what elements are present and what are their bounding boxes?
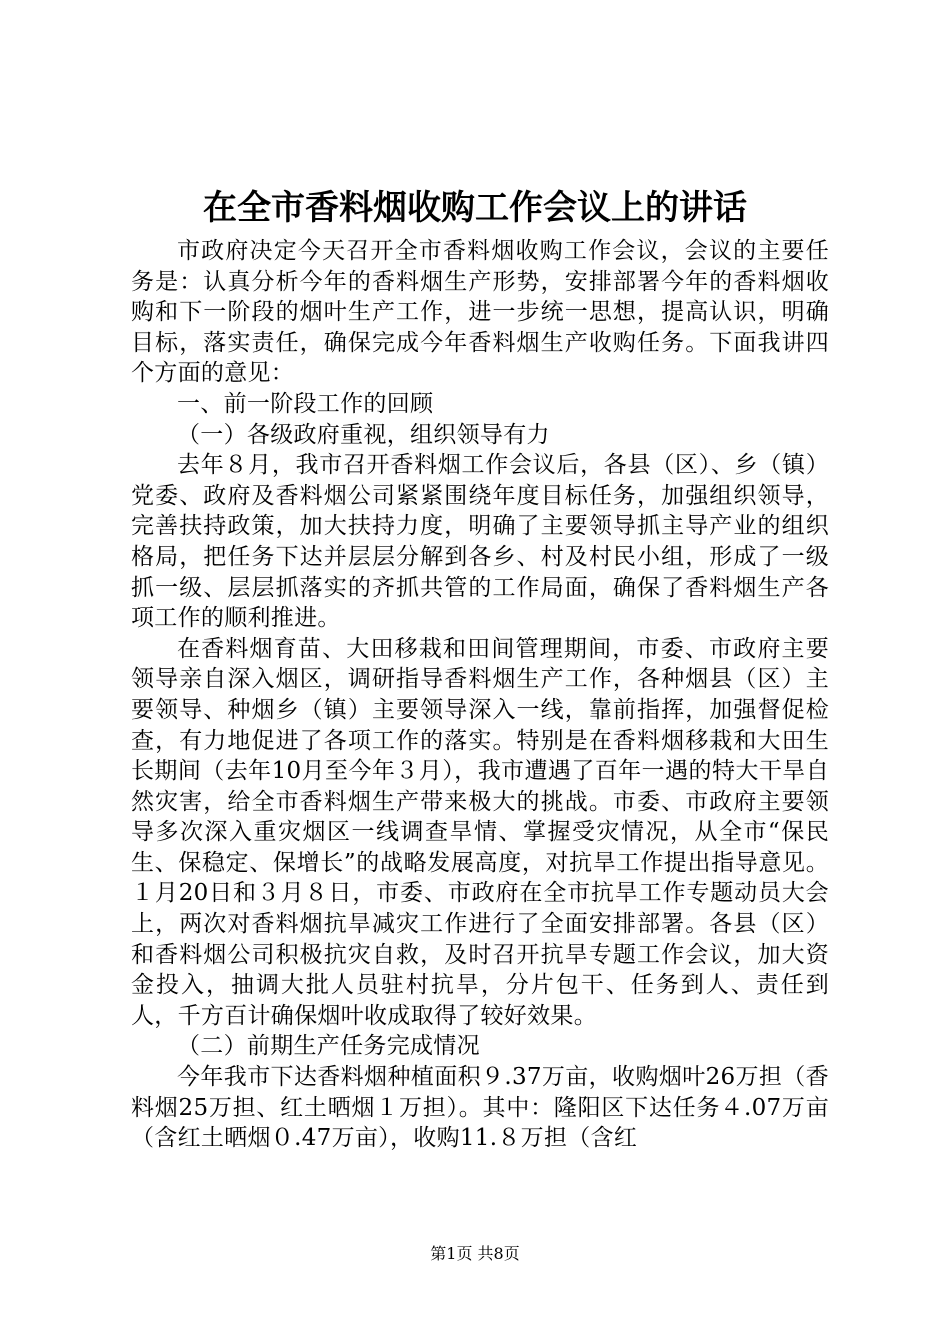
page-footer: 第1页 共8页: [430, 1244, 520, 1263]
paragraph-intro: 市政府决定今天召开全市香料烟收购工作会议，会议的主要任务是：认真分析今年的香料烟生产形势，安排部署今年的香料烟收购和下一阶段的烟叶生产工作，进一步统一思想，提高认识，明确目标，落实责任，确保完成今年香料烟生产收购任务。下面我讲四个方面的意见：: [131, 238, 829, 387]
document-body: [131, 236, 829, 1154]
subsection-heading-leadership: （一）各级政府重视，组织领导有力: [177, 421, 550, 448]
paragraph-leadership: 去年８月，我市召开香料烟工作会议后，各县（区）、乡（镇）党委、政府及香料烟公司紧紧围绕年度目标任务，加强组织领导，完善扶持政策，加大扶持力度，明确了主要领导抓主导产业的组织格局，把任务下达并层层分解到各乡、村及村民小组，形成了一级抓一级、层层抓落实的齐抓共管的工作局面，确保了香料烟生产各项工作的顺利推进。: [131, 452, 829, 632]
section-heading-review: 一、前一阶段工作的回顾: [177, 390, 434, 417]
paragraph-drought: 在香料烟育苗、大田移栽和田间管理期间，市委、市政府主要领导亲自深入烟区，调研指导香料烟生产工作，各种烟县（区）主要领导、种烟乡（镇）主要领导深入一线，靠前指挥，加强督促检查，有力地促进了各项工作的落实。特别是在香料烟移栽和大田生长期间（去年10月至今年３月），我市遭遇了百年一遇的特大干旱自然灾害，给全市香料烟生产带来极大的挑战。市委、市政府主要领导多次深入重灾烟区一线调查旱情、掌握受灾情况，从全市“保民生、保稳定、保增长”的战略发展高度，对抗旱工作提出指导意见。１月20日和３月８日，市委、市政府在全市抗旱工作专题动员大会上，两次对香料烟抗旱减灾工作进行了全面安排部署。各县（区）和香料烟公司积极抗灾自救，及时召开抗旱专题工作会议，加大资金投入，抽调大批人员驻村抗旱，分片包干、任务到人、责任到人，千方百计确保烟叶收成取得了较好效果。: [131, 635, 829, 1029]
document-title: 在全市香料烟收购工作会议上的讲话: [203, 188, 747, 228]
subsection-heading-tasks: （二）前期生产任务完成情况: [177, 1033, 480, 1060]
paragraph-tasks: 今年我市下达香料烟种植面积９.37万亩，收购烟叶26万担（香料烟25万担、红土晒烟１万担）。其中：隆阳区下达任务４.07万亩（含红土晒烟０.47万亩），收购11.８万担（含红: [131, 1064, 829, 1152]
